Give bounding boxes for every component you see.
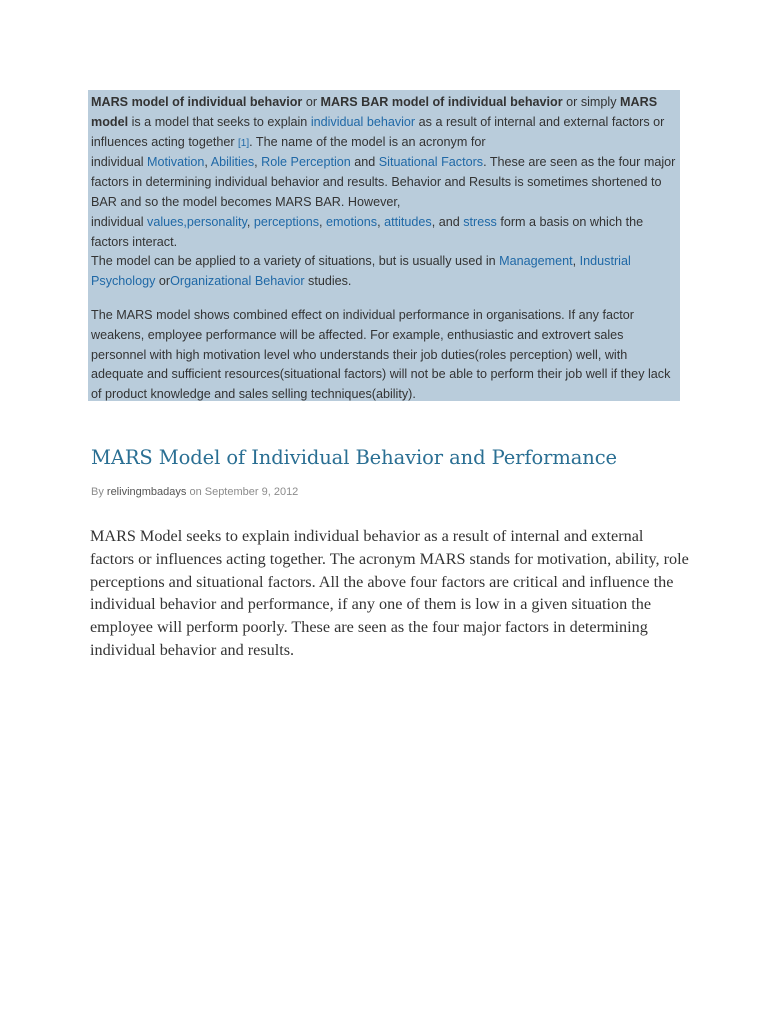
separator: , (246, 214, 254, 229)
link-individual-behavior[interactable]: individual behavior (310, 114, 416, 129)
text: or simply (562, 95, 621, 109)
text: The model can be applied to a variety of situations, but is usually used in (91, 254, 500, 269)
definition-box (88, 90, 680, 401)
author-link[interactable]: relivingmbadays (106, 486, 187, 498)
byline-prefix: By (91, 486, 107, 498)
text: or (302, 95, 321, 109)
separator: , (377, 214, 385, 229)
separator: , (319, 214, 326, 229)
byline (91, 486, 298, 498)
text: as a result of internal and external factors or influences acting together (91, 114, 665, 149)
text: individual (91, 155, 148, 170)
paragraph-gap (91, 292, 678, 306)
bold-term: MARS model of individual behavior (91, 95, 303, 109)
article-title[interactable]: MARS Model of Individual Behavior and Performance (91, 446, 617, 469)
link-values-personality[interactable]: values,personality (147, 214, 247, 229)
article-body: MARS Model seeks to explain individual behavior as a result of internal and external factors or influences acting together. The acronym MARS stands for motivation, ability, role perceptions and situational factors. All the above four factors are critical and influence the individual behavior and performance, if any one of them is low in a given situation the employee will perform poorly. These are seen as the four major factors in determining individual behavior and results. (90, 527, 689, 659)
link-perceptions[interactable]: perceptions (253, 214, 319, 229)
link-abilities[interactable]: Abilities (210, 155, 255, 170)
link-industrial-psychology[interactable]: Industrial Psychology (91, 254, 631, 289)
post-date: on September 9, 2012 (186, 486, 299, 498)
text: , and (431, 214, 464, 229)
reference-link[interactable]: [1] (238, 137, 250, 149)
link-organizational-behavior[interactable]: Organizational Behavior (170, 274, 305, 289)
separator: , (204, 155, 211, 170)
link-situational-factors[interactable]: Situational Factors (378, 155, 484, 170)
bold-term: MARS BAR model of individual behavior (320, 95, 563, 109)
text: or (155, 274, 171, 289)
text: studies. (304, 274, 352, 289)
separator: , (572, 254, 580, 269)
text: . These are seen as the four major factors in determining individual behavior and results. Behavior and Results is sometimes shortened to BAR and so the model becomes MARS BAR. However, (91, 155, 676, 209)
link-management[interactable]: Management (499, 254, 573, 269)
text: form a basis on which the factors interact. (91, 214, 644, 249)
link-motivation[interactable]: Motivation (147, 155, 205, 170)
text: . The name of the model is an acronym for (249, 134, 486, 149)
text: individual (91, 214, 148, 229)
link-role-perception[interactable]: Role Perception (261, 155, 351, 170)
definition-paragraph (91, 93, 678, 252)
text: and (350, 155, 379, 170)
bold-term: MARS model (91, 95, 658, 129)
link-stress[interactable]: stress (463, 214, 497, 229)
text: is a model that seeks to explain (128, 114, 311, 129)
link-emotions[interactable]: emotions (326, 214, 378, 229)
effect-paragraph: The MARS model shows combined effect on individual performance in organisations. If any factor weakens, employee performance will be affected. For example, enthusiastic and extrovert sales personnel with high motivation level who understands their job duties(roles perception) well, with adequate and sufficient resources(situational factors) will not be able to perform their job well if they lack of product knowledge and sales selling techniques(ability). (91, 307, 671, 402)
separator: , (254, 155, 262, 170)
applications-paragraph (91, 252, 678, 292)
link-attitudes[interactable]: attitudes (384, 214, 432, 229)
